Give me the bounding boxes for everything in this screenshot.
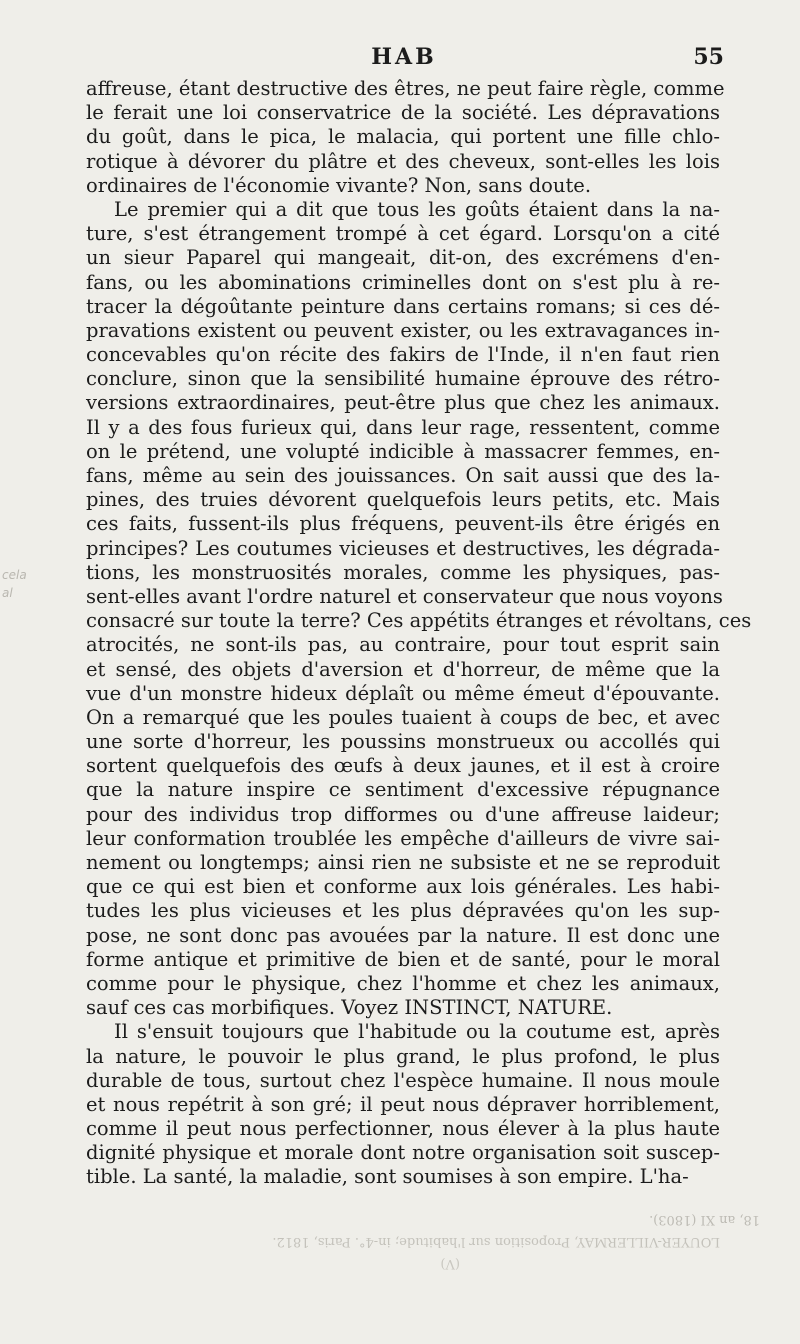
text-line: dignité physique et morale dont notre organisation soit suscep- (86, 1141, 720, 1165)
text-line: pines, des truies dévorent quelquefois leurs petits, etc. Mais (86, 488, 720, 512)
text-line: comme pour le physique, chez l'homme et chez les animaux, (86, 971, 720, 995)
text-line: principes? Les coutumes vicieuses et destructives, les dégrada- (86, 536, 720, 560)
text-line: On a remarqué que les poules tuaient à coups de bec, et avec (86, 705, 720, 729)
text-line: pour des individus trop difformes ou d'une affreuse laideur; (86, 802, 720, 826)
text-line: tracer la dégoûtante peinture dans certains romans; si ces dé- (86, 294, 720, 318)
text-line: ces faits, fussent-ils plus fréquens, peuvent-ils être érigés en (86, 512, 720, 536)
text-line: que la nature inspire ce sentiment d'excessive répugnance (86, 778, 720, 802)
text-line: Il y a des fous furieux qui, dans leur rage, ressentent, comme (86, 415, 720, 439)
text-line: sauf ces cas morbifiques. Voyez INSTINCT, NATURE. (86, 996, 613, 1020)
text-line: ordinaires de l'économie vivante? Non, sans doute. (86, 173, 592, 197)
text-line: du goût, dans le pica, le malacia, qui portent une fille chlo- (86, 125, 720, 149)
bleed-through-line-2: LOUYER-VILLERMAY, Proposition sur l'habitude; in-4°. Paris, 1812. (272, 1234, 720, 1249)
text-line: leur conformation troublée les empêche d'ailleurs de vivre sai- (86, 826, 720, 850)
bleed-through-line-3: (V) (440, 1256, 460, 1271)
margin-annotation: cela al (2, 568, 27, 600)
text-line: tudes les plus vicieuses et les plus dépravées qu'on les sup- (86, 899, 720, 923)
body-text (86, 77, 752, 1190)
text-line: sent-elles avant l'ordre naturel et conservateur que nous voyons (86, 584, 723, 608)
bleed-through-line-1: 18, an XI (1803). (649, 1212, 760, 1227)
text-line: Il s'ensuit toujours que l'habitude ou la coutume est, après (114, 1020, 720, 1044)
text-line: nement ou longtemps; ainsi rien ne subsiste et ne se reproduit (86, 851, 720, 874)
text-line: fans, ou les abominations criminelles dont on s'est plu à re- (86, 270, 720, 294)
text-line: concevables qu'on récite des fakirs de l'Inde, il n'en faut rien (86, 343, 720, 367)
text-line: le ferait une loi conservatrice de la société. Les dépravations (86, 101, 720, 125)
text-line: atrocités, ne sont-ils pas, au contraire, pour tout esprit sain (86, 633, 720, 657)
text-line: pose, ne sont donc pas avouées par la nature. Il est donc une (86, 923, 720, 947)
text-line: on le prétend, une volupté indicible à massacrer femmes, en- (86, 439, 720, 463)
text-line: tions, les monstruosités morales, comme les physiques, pas- (86, 560, 720, 584)
text-line: sortent quelquefois des œufs à deux jaunes, et il est à croire (86, 754, 720, 778)
running-head: HAB (371, 44, 437, 70)
text-line: ture, s'est étrangement trompé à cet égard. Lorsqu'on a cité (86, 222, 720, 246)
text-line: Le premier qui a dit que tous les goûts étaient dans la na- (114, 197, 720, 221)
text-line: tible. La santé, la maladie, sont soumises à son empire. L'ha- (86, 1165, 689, 1189)
text-line: durable de tous, surtout chez l'espèce humaine. Il nous moule (86, 1068, 720, 1092)
text-line: rotique à dévorer du plâtre et des cheveux, sont-elles les lois (86, 149, 720, 173)
text-line: vue d'un monstre hideux déplaît ou même émeut d'épouvante. (86, 681, 720, 705)
text-line: un sieur Paparel qui mangeait, dit-on, des excrémens d'en- (86, 246, 720, 270)
text-line: et nous repétrit à son gré; il peut nous dépraver horriblement, (86, 1092, 720, 1116)
text-line: affreuse, étant destructive des êtres, ne peut faire règle, comme (86, 77, 725, 100)
text-line: une sorte d'horreur, les poussins monstrueux ou accollés qui (86, 730, 720, 754)
text-line: la nature, le pouvoir le plus grand, le plus profond, le plus (86, 1044, 720, 1068)
text-line: que ce qui est bien et conforme aux lois générales. Les habi- (86, 875, 720, 899)
page-number: 55 (693, 44, 724, 70)
text-line: fans, même au sein des jouissances. On sait aussi que des la- (86, 464, 720, 487)
text-line: comme il peut nous perfectionner, nous élever à la plus haute (86, 1117, 720, 1141)
text-line: forme antique et primitive de bien et de santé, pour le moral (86, 947, 720, 971)
page-header (84, 44, 724, 74)
text-line: pravations existent ou peuvent exister, ou les extravagances in- (86, 318, 720, 342)
text-line: versions extraordinaires, peut-être plus que chez les animaux. (86, 391, 720, 415)
text-line: consacré sur toute la terre? Ces appétits étranges et révoltans, ces (86, 609, 752, 633)
text-line: conclure, sinon que la sensibilité humaine éprouve des rétro- (86, 367, 720, 391)
text-line: et sensé, des objets d'aversion et d'horreur, de même que la (86, 657, 720, 681)
